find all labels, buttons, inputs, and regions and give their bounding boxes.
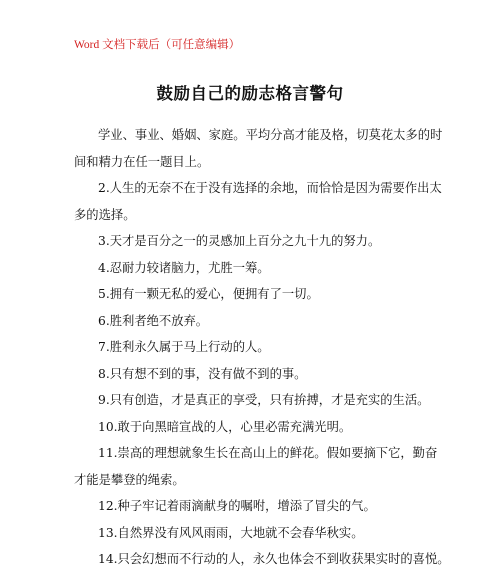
- paragraph-line: 11.崇高的理想就象生长在高山上的鲜花。假如要摘下它，勤奋: [98, 446, 438, 460]
- paragraph-line: 6.胜利者绝不放弃。: [98, 313, 209, 328]
- paragraph-line: 3.天才是百分之一的灵感加上百分之九十九的努力。: [98, 234, 381, 248]
- paragraph-line: 才能是攀登的绳索。: [74, 472, 185, 487]
- paragraph-line: 间和精力在任一题目上。: [74, 154, 210, 169]
- paragraph: [74, 493, 434, 520]
- paragraph-line: 9.只有创造，才是真正的享受，只有拚搏，才是充实的生活。: [98, 393, 430, 407]
- paragraph-line: 5.拥有一颗无私的爱心，便拥有了一切。: [98, 287, 319, 301]
- paragraph-line: 10.敢于向黑暗宣战的人，心里必需充满光明。: [98, 419, 352, 434]
- page-title: 鼓励自己的励志格言警句: [156, 84, 344, 103]
- paragraph: [74, 122, 443, 175]
- paragraph: [74, 175, 442, 228]
- paragraph-line: 多的选择。: [74, 207, 136, 222]
- paragraph: [74, 255, 434, 282]
- paragraph-line: 2.人生的无奈不在于没有选择的余地，而恰恰是因为需要作出太: [98, 181, 442, 195]
- paragraph: [74, 414, 434, 441]
- paragraph: [74, 546, 450, 573]
- paragraph: [74, 520, 434, 547]
- paragraph-line: 12.种子牢记着雨滴献身的嘱咐，增添了冒尖的气。: [98, 499, 376, 513]
- paragraph-line: 13.自然界没有风风雨雨，大地就不会春华秋实。: [98, 525, 364, 540]
- paragraph-line: 14.只会幻想而不行动的人，永久也体会不到收获果实时的喜悦。: [98, 552, 450, 566]
- paragraph: [74, 281, 434, 308]
- header-note: Word 文档下载后（可任意编辑）: [74, 39, 241, 51]
- paragraph: [74, 361, 434, 388]
- paragraph: [74, 308, 434, 335]
- paragraph-line: 4.忍耐力较诸脑力，尤胜一筹。: [98, 260, 270, 275]
- document-body: [74, 122, 450, 573]
- paragraph-line: 8.只有想不到的事，没有做不到的事。: [98, 366, 307, 381]
- paragraph: [74, 440, 438, 493]
- paragraph: [74, 387, 434, 414]
- paragraph: [74, 228, 434, 255]
- paragraph: [74, 334, 434, 361]
- paragraph-line: 7.胜利永久属于马上行动的人。: [98, 340, 270, 354]
- paragraph-line: 学业、事业、婚姻、家庭。平均分高才能及格，切莫花太多的时: [98, 128, 443, 142]
